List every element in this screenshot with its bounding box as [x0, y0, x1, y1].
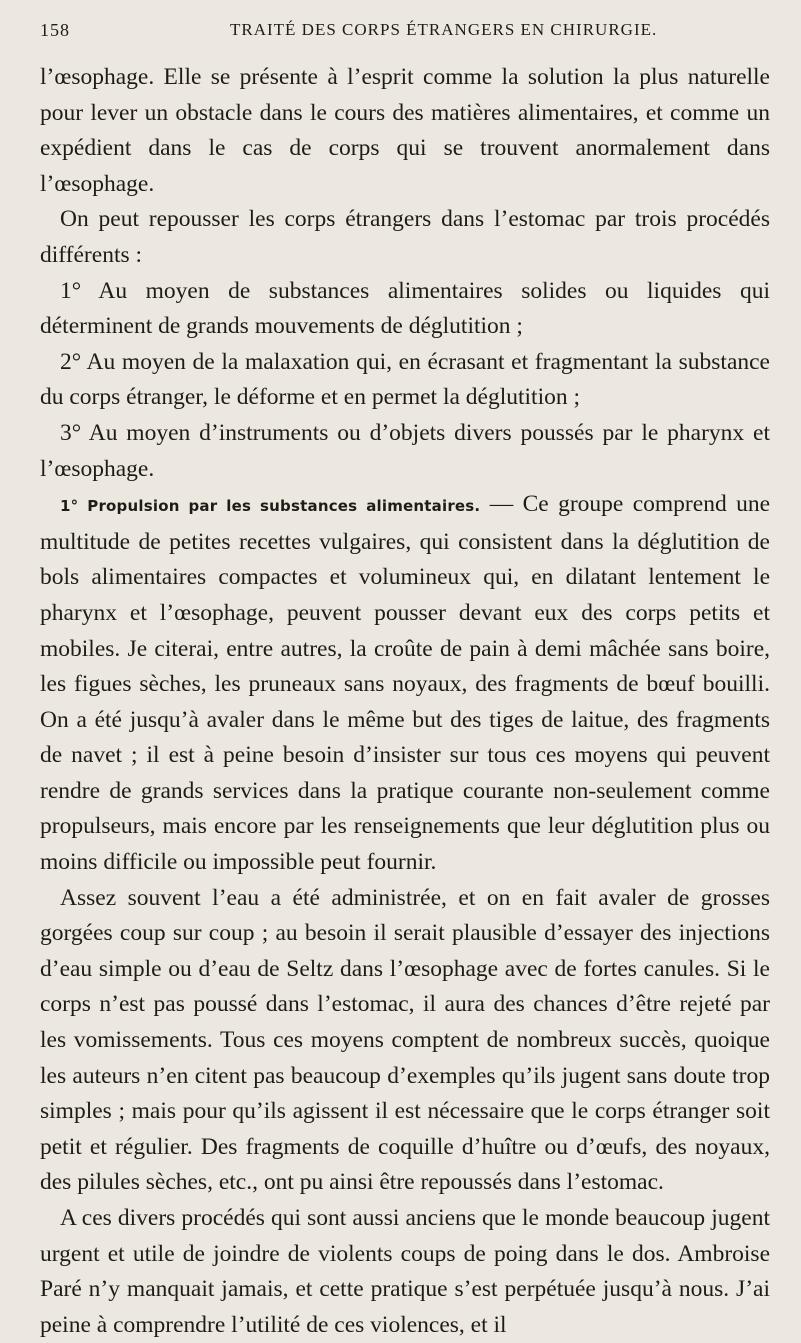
list-item-2: 2° Au moyen de la malaxation qui, en écrasant et fragmentant la substance du corps étranger, le déforme et en permet la déglutition ; [40, 348, 770, 411]
list-item-3: 3° Au moyen d’instruments ou d’objets divers poussés par le pharynx et l’œsophage. [40, 419, 770, 482]
section-text: — Ce groupe comprend une multitude de petites recettes vulgaires, qui consistent dans la déglutition de bols alimentaires compactes et volumineux qui, en dilatant lentement le pharynx et l’œsophage, peuvent pousser devant eux des corps petits et mobiles. Je citerai, entre autres, la croûte de pain à demi mâchée sans boire, les figues sèches, les pruneaux sans noyaux, des fragments de bœuf bouilli. On a été jusqu’à avaler dans le même but des tiges de laitue, des fragments de navet ; il est à peine besoin d’insister sur tous ces moyens qui peuvent rendre de grands services dans la pratique courante non-seulement comme propulseurs, mais encore par les renseignements que leur déglutition plus ou moins difficile ou impossible peut fournir. [40, 491, 770, 876]
section-heading: 1° Propulsion par les substances alimentaires. [60, 497, 481, 516]
paragraph-continued: l’œsophage. Elle se présente à l’esprit comme la solution la plus naturelle pour lever un obstacle dans le cours des matières alimentaires, et comme un expédient dans le cas de corps qui se trouvent anormalement dans l’œsophage. [40, 64, 770, 197]
paragraph-intro: On peut repousser les corps étrangers dans l’estomac par trois procédés différents : [40, 206, 770, 268]
body-text [40, 60, 770, 1343]
page-number: 158 [40, 20, 70, 40]
section-paragraph [40, 487, 770, 881]
paragraph-blows: A ces divers procédés qui sont aussi anciens que le monde beaucoup jugent urgent et utile de joindre de violents coups de poing dans le dos. Ambroise Paré n’y manquait jamais, et cette pratique s’est perpétuée jusqu’à nous. J’ai peine à comprendre l’utilité de ces violences, et il [40, 1205, 770, 1338]
paragraph-water: Assez souvent l’eau a été administrée, et on en fait avaler de grosses gorgées coup sur coup ; au besoin il serait plausible d’essayer des injections d’eau simple ou d’eau de Seltz dans l’œsophage avec de fortes canules. Si le corps n’est pas poussé dans l’estomac, il aura des chances d’être rejeté par les vomissements. Tous ces moyens comptent de nombreux succès, quoique les auteurs n’en citent pas beaucoup d’exemples qu’ils jugent sans doute trop simples ; mais pour qu’ils agissent il est nécessaire que le corps étranger soit petit et régulier. Des fragments de coquille d’huître ou d’œufs, des noyaux, des pilules sèches, etc., ont pu ainsi être repoussés dans l’estomac. [40, 884, 770, 1196]
running-title: TRAITÉ DES CORPS ÉTRANGERS EN CHIRURGIE. [230, 20, 658, 39]
list-item-1: 1° Au moyen de substances alimentaires solides ou liquides qui déterminent de grands mouvements de déglutition ; [40, 277, 770, 340]
running-header [40, 20, 771, 60]
